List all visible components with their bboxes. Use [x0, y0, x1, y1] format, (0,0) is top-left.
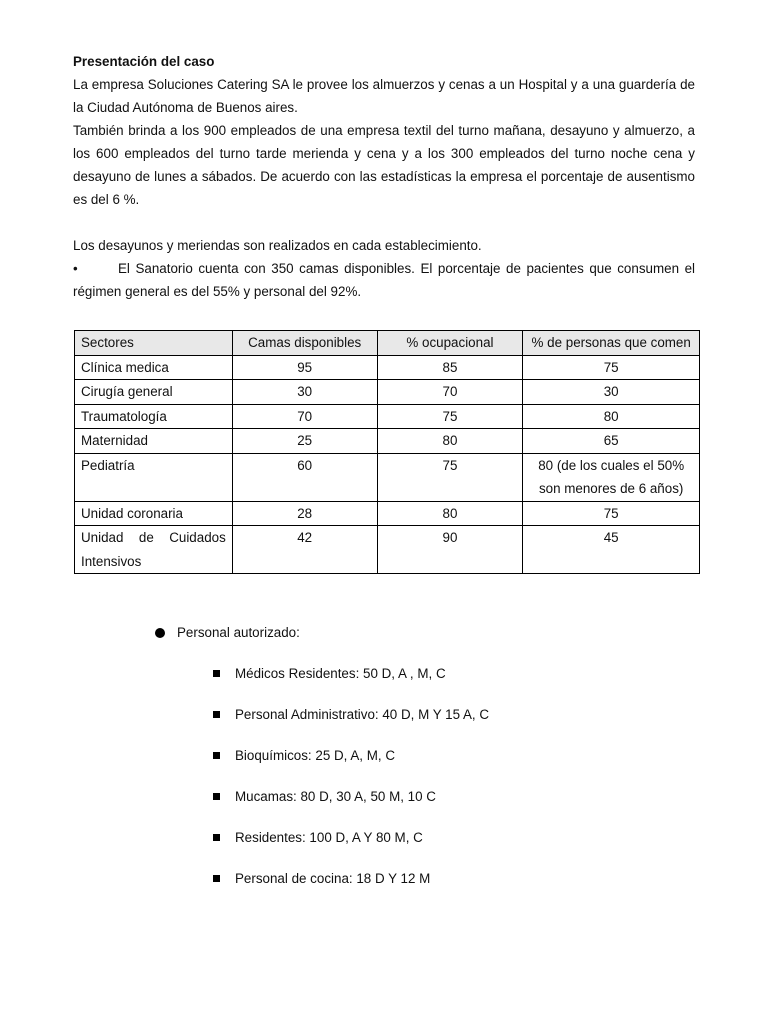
header-sectores: Sectores	[75, 331, 233, 356]
cell-sector: Unidad coronaria	[75, 501, 233, 526]
list-item	[213, 785, 489, 826]
cell-sector: Traumatología	[75, 404, 233, 429]
cell-ocupacional: 80	[377, 429, 523, 454]
cell-sector: Maternidad	[75, 429, 233, 454]
square-bullet-icon	[213, 875, 220, 882]
table-row	[75, 501, 700, 526]
table-header-row	[75, 331, 700, 356]
cell-camas: 70	[232, 404, 377, 429]
list-item-text: Médicos Residentes: 50 D, A , M, C	[235, 666, 446, 681]
square-bullet-icon	[213, 793, 220, 800]
list-item	[213, 826, 489, 867]
cell-sector: Cirugía general	[75, 380, 233, 405]
authorized-label: Personal autorizado:	[177, 625, 300, 640]
table-row	[75, 404, 700, 429]
list-item-text: Residentes: 100 D, A Y 80 M, C	[235, 830, 423, 845]
list-item-text: Personal Administrativo: 40 D, M Y 15 A, C	[235, 707, 490, 722]
paragraph-intro: La empresa Soluciones Catering SA le provee los almuerzos y cenas a un Hospital y a una guardería de la Ciudad Autónoma de Buenos aires.	[73, 77, 695, 115]
table-row	[75, 380, 700, 405]
authorized-personnel-heading	[155, 621, 300, 644]
cell-ocupacional: 70	[377, 380, 523, 405]
paragraph-sanatorio	[73, 257, 695, 303]
cell-camas: 42	[232, 526, 377, 574]
list-item	[213, 867, 489, 908]
sanatorio-text: El Sanatorio cuenta con 350 camas disponibles. El porcentaje de pacientes que consumen el régimen general es del 55% y personal del 92%.	[73, 261, 695, 299]
cell-ocupacional: 75	[377, 453, 523, 501]
bullet-icon: •	[73, 261, 78, 276]
case-title: Presentación del caso	[73, 54, 215, 69]
authorized-personnel-list	[213, 662, 489, 908]
paragraph-breakfast: Los desayunos y meriendas son realizados en cada establecimiento.	[73, 238, 482, 253]
cell-ocupacional: 90	[377, 526, 523, 574]
header-camas: Camas disponibles	[232, 331, 377, 356]
cell-ocupacional: 80	[377, 501, 523, 526]
paragraph-textile: También brinda a los 900 empleados de una empresa textil del turno mañana, desayuno y almuerzo, a los 600 empleados del turno tarde merienda y cena y a los 300 empleados del turno noche cena y desayuno de lunes a sábados. De acuerdo con las estadísticas la empresa el porcentaje de ausentismo es del 6 %.	[73, 123, 695, 207]
square-bullet-icon	[213, 711, 220, 718]
sectors-table	[74, 330, 700, 574]
document-body	[73, 50, 695, 303]
cell-sector: Unidad de Cuidados Intensivos	[75, 526, 233, 574]
header-comen: % de personas que comen	[523, 331, 700, 356]
list-item-text: Bioquímicos: 25 D, A, M, C	[235, 748, 396, 763]
list-item	[213, 703, 489, 744]
cell-camas: 25	[232, 429, 377, 454]
cell-comen: 30	[523, 380, 700, 405]
cell-sector: Pediatría	[75, 453, 233, 501]
cell-ocupacional: 75	[377, 404, 523, 429]
cell-camas: 95	[232, 355, 377, 380]
cell-camas: 60	[232, 453, 377, 501]
filled-circle-bullet-icon	[155, 628, 165, 638]
cell-comen: 75	[523, 501, 700, 526]
cell-ocupacional: 85	[377, 355, 523, 380]
list-item-text: Mucamas: 80 D, 30 A, 50 M, 10 C	[235, 789, 436, 804]
list-item	[213, 662, 489, 703]
square-bullet-icon	[213, 670, 220, 677]
cell-comen: 80 (de los cuales el 50% son menores de 6 años)	[523, 453, 700, 501]
square-bullet-icon	[213, 752, 220, 759]
table-row	[75, 453, 700, 501]
table-row	[75, 526, 700, 574]
table-row	[75, 355, 700, 380]
cell-camas: 28	[232, 501, 377, 526]
square-bullet-icon	[213, 834, 220, 841]
table-row	[75, 429, 700, 454]
cell-camas: 30	[232, 380, 377, 405]
header-ocupacional: % ocupacional	[377, 331, 523, 356]
cell-comen: 45	[523, 526, 700, 574]
cell-sector: Clínica medica	[75, 355, 233, 380]
list-item-text: Personal de cocina: 18 D Y 12 M	[235, 871, 431, 886]
cell-comen: 75	[523, 355, 700, 380]
list-item	[213, 744, 489, 785]
cell-comen: 80	[523, 404, 700, 429]
cell-comen: 65	[523, 429, 700, 454]
